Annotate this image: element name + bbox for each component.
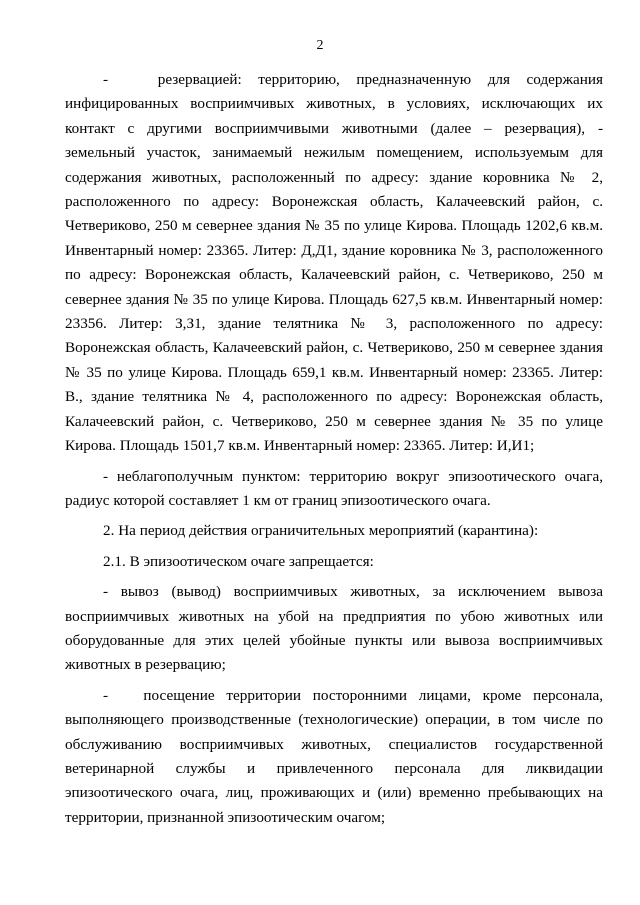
document-body <box>65 68 603 830</box>
paragraph-section-2: 2. На период действия ограничительных мероприятий (карантина): <box>103 522 539 540</box>
paragraph-visit-ban: - посещение территории посторонними лицами, кроме персонала, выполняющего производственные (технологические) операции, в том числе по обслуживанию восприимчивых животных, специалистов государственной ветеринарной службы и привлеченного персонала для ликвидации эпизоотического очага, лиц, проживающих и (или) временно пребывающих на территории, признанной эпизоотическим очагом; <box>65 686 603 826</box>
paragraph-unfavorable-point: - неблагополучным пунктом: территорию вокруг эпизоотического очага, радиус которой составляет 1 км от границ эпизоотического очага. <box>65 467 603 509</box>
paragraph-export-ban: - вывоз (вывод) восприимчивых животных, за исключением вывоза восприимчивых животных на убой на предприятия по убою животных или оборудованные для этих целей убойные пункты или вывоза восприимчивых животных в резервацию; <box>65 583 603 674</box>
paragraph-section-2-1: 2.1. В эпизоотическом очаге запрещается: <box>103 552 374 570</box>
paragraph-reservation: - резервацией: территорию, предназначенную для содержания инфицированных восприимчивых животных, в условиях, исключающих их контакт с другими восприимчивыми животными (далее – резервация), - земельный участок, занимаемый нежилым помещением, используемым для содержания животных, расположенный по адресу: здание коровника № 2, расположенного по адресу: Воронежская область, Калачеевский район, с. Четвериково, 250 м севернее здания № 35 по улице Кирова. Площадь 1202,6 кв.м. Инвентарный номер: 23365. Литер: Д,Д1, здание коровника № 3, расположенного по адресу: Воронежская область, Калачеевский район, с. Четвериково, 250 м севернее здания № 35 по улице Кирова. Площадь 627,5 кв.м. Инвентарный номер: 23356. Литер: З,З1, здание телятника № 3, расположенного по адресу: Воронежская область, Калачеевский район, с. Четвериково, 250 м севернее здания № 35 по улице Кирова. Площадь 659,1 кв.м. Инвентарный номер: 23365. Литер: В., здание телятника № 4, расположенного по адресу: Воронежская область, Калачеевский район, с. Четвериково, 250 м севернее здания № 35 по улице Кирова. Площадь 1501,7 кв.м. Инвентарный номер: 23365. Литер: И,И1; <box>65 71 603 455</box>
page-number: 2 <box>316 38 324 53</box>
